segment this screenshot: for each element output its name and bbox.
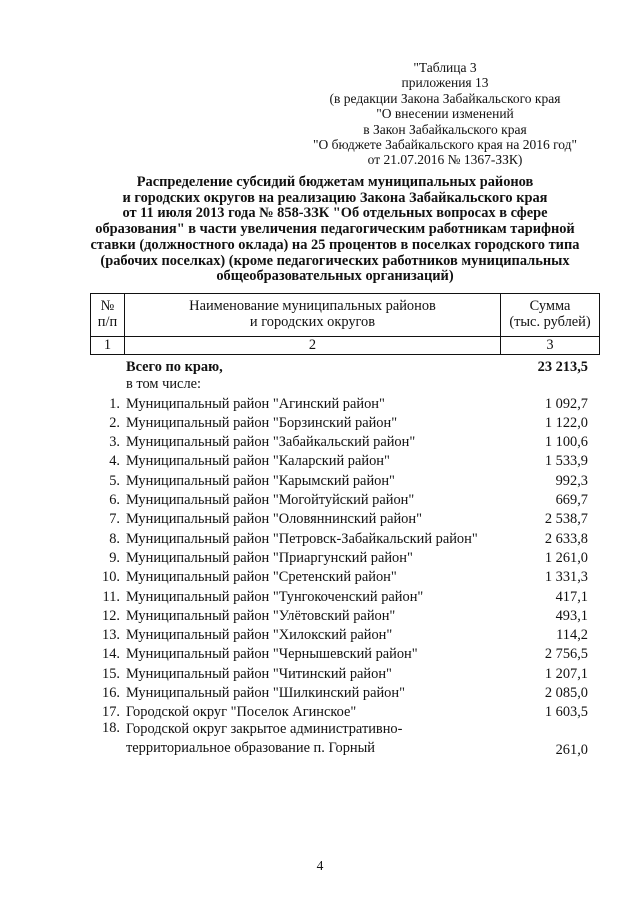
title-line: и городских округов на реализацию Закона Забайкальского края (122, 189, 548, 206)
table-row (90, 450, 600, 469)
header-line: приложения 13 (401, 75, 489, 91)
column-number: 2 (125, 337, 501, 354)
header-number-cell (91, 294, 125, 336)
table-row (90, 624, 600, 643)
row-number: 17. (102, 704, 120, 721)
row-sum: 1 533,9 (544, 453, 588, 470)
document-title (70, 175, 600, 285)
row-name: Городской округ "Поселок Агинское" (126, 704, 357, 721)
row-number: 10. (102, 569, 120, 586)
row-number: 12. (102, 607, 120, 624)
header-sum-label: Сумма (529, 298, 571, 314)
row-name: Муниципальный район "Агинский район" (126, 395, 385, 412)
header-line: в Закон Забайкальского края (363, 121, 527, 137)
row-number: 11. (102, 588, 120, 605)
table-row (90, 566, 600, 585)
row-number: 14. (102, 646, 120, 663)
row-sum: 417,1 (555, 588, 588, 605)
row-number: 8. (109, 530, 120, 547)
header-number-label: № (100, 298, 115, 314)
row-name: Муниципальный район "Оловяннинский район" (126, 511, 422, 528)
table-row (90, 585, 600, 604)
row-sum: 2 085,0 (544, 685, 588, 702)
row-sum: 261,0 (555, 742, 588, 759)
row-sum: 2 633,8 (544, 530, 588, 547)
row-number: 13. (102, 627, 120, 644)
table-row (90, 469, 600, 488)
row-number: 1. (109, 395, 120, 412)
row-number: 5. (109, 472, 120, 489)
table-body (90, 356, 600, 758)
row-number: 7. (109, 511, 120, 528)
row-name: Муниципальный район "Борзинский район" (126, 414, 398, 431)
header-line: "О бюджете Забайкальского края на 2016 год" (312, 137, 578, 153)
total-label: Всего по краю, (126, 359, 223, 376)
row-name (124, 720, 502, 758)
row-sum: 1 092,7 (544, 395, 588, 412)
row-number: 3. (109, 434, 120, 451)
table-row (90, 489, 600, 508)
row-name: Муниципальный район "Петровск-Забайкальский район" (126, 530, 478, 547)
appendix-header (300, 60, 590, 168)
row-name: Муниципальный район "Чернышевский район" (126, 646, 418, 663)
header-line: "Таблица 3 (413, 60, 477, 75)
row-name: Муниципальный район "Улётовский район" (126, 607, 396, 624)
row-sum: 2 756,5 (544, 646, 588, 663)
header-line: от 21.07.2016 № 1367-ЗЗК) (367, 152, 523, 168)
column-number: 1 (91, 337, 125, 354)
row-name: Муниципальный район "Сретенский район" (126, 569, 397, 586)
data-rows (90, 392, 600, 720)
row-sum: 992,3 (555, 472, 588, 489)
subsidy-table (90, 293, 600, 758)
row-sum: 1 207,1 (544, 665, 588, 682)
title-line: Распределение субсидий бюджетам муниципальных районов (136, 174, 534, 190)
row-sum: 1 122,0 (544, 414, 588, 431)
total-row (90, 356, 600, 375)
table-header (90, 293, 600, 337)
row-name: Муниципальный район "Каларский район" (126, 453, 390, 470)
table-row (90, 701, 600, 720)
title-line: образования" в части увеличения педагогическим работникам тарифной (95, 221, 575, 238)
table-row (90, 547, 600, 566)
row-name-line: территориальное образование п. Горный (126, 740, 375, 757)
title-line: ставки (должностного оклада) на 25 процентов в поселках городского типа (90, 236, 580, 253)
table-row (90, 431, 600, 450)
table-row (90, 720, 600, 758)
row-sum: 669,7 (555, 492, 588, 509)
title-line: от 11 июля 2013 года № 858-ЗЗК "Об отдельных вопросах в сфере (122, 205, 548, 222)
table-row (90, 662, 600, 681)
column-number: 3 (546, 337, 554, 353)
row-sum: 2 538,7 (544, 511, 588, 528)
table-row (90, 527, 600, 546)
subtotal-label-row (90, 375, 600, 392)
table-row (90, 682, 600, 701)
row-number: 15. (102, 665, 120, 682)
row-sum: 1 331,3 (544, 569, 588, 586)
row-name: Муниципальный район "Забайкальский район" (126, 434, 416, 451)
table-row (90, 412, 600, 431)
row-sum: 1 261,0 (544, 549, 588, 566)
row-number: 4. (109, 453, 120, 470)
row-name: Муниципальный район "Могойтуйский район" (126, 492, 415, 509)
header-number-label: п/п (97, 314, 118, 330)
row-number: 16. (102, 685, 120, 702)
header-name-cell (125, 294, 501, 336)
row-name: Муниципальный район "Приаргунский район" (126, 549, 413, 566)
total-sum: 23 213,5 (537, 359, 588, 376)
header-line: "О внесении изменений (376, 106, 514, 122)
page-number: 4 (316, 858, 324, 873)
column-numbers-row (90, 337, 600, 355)
row-name: Муниципальный район "Тунгокоченский район" (126, 588, 424, 605)
header-line: (в редакции Закона Забайкальского края (329, 90, 561, 106)
row-name: Муниципальный район "Хилокский район" (126, 627, 393, 644)
header-name-label: Наименование муниципальных районов (189, 298, 436, 314)
row-name-line: Городской округ закрытое административно- (126, 721, 403, 738)
row-name: Муниципальный район "Карымский район" (126, 472, 395, 489)
row-sum: 493,1 (555, 607, 588, 624)
table-row (90, 605, 600, 624)
row-number: 2. (109, 414, 120, 431)
row-sum: 114,2 (556, 627, 588, 644)
title-line: общеобразовательных организаций) (216, 268, 454, 285)
table-row (90, 392, 600, 411)
header-sum-cell (501, 294, 599, 336)
row-sum: 1 100,6 (544, 434, 588, 451)
title-line: (рабочих поселках) (кроме педагогических работников муниципальных (100, 252, 570, 269)
header-sum-label: (тыс. рублей) (509, 314, 591, 330)
row-number: 18. (102, 720, 120, 737)
row-number: 9. (109, 549, 120, 566)
subtotal-label: в том числе: (126, 376, 202, 393)
row-name: Муниципальный район "Шилкинский район" (126, 685, 405, 702)
header-name-label: и городских округов (249, 314, 376, 330)
table-row (90, 643, 600, 662)
table-row (90, 508, 600, 527)
row-number: 6. (109, 492, 120, 509)
row-sum: 1 603,5 (544, 704, 588, 721)
row-name: Муниципальный район "Читинский район" (126, 665, 392, 682)
